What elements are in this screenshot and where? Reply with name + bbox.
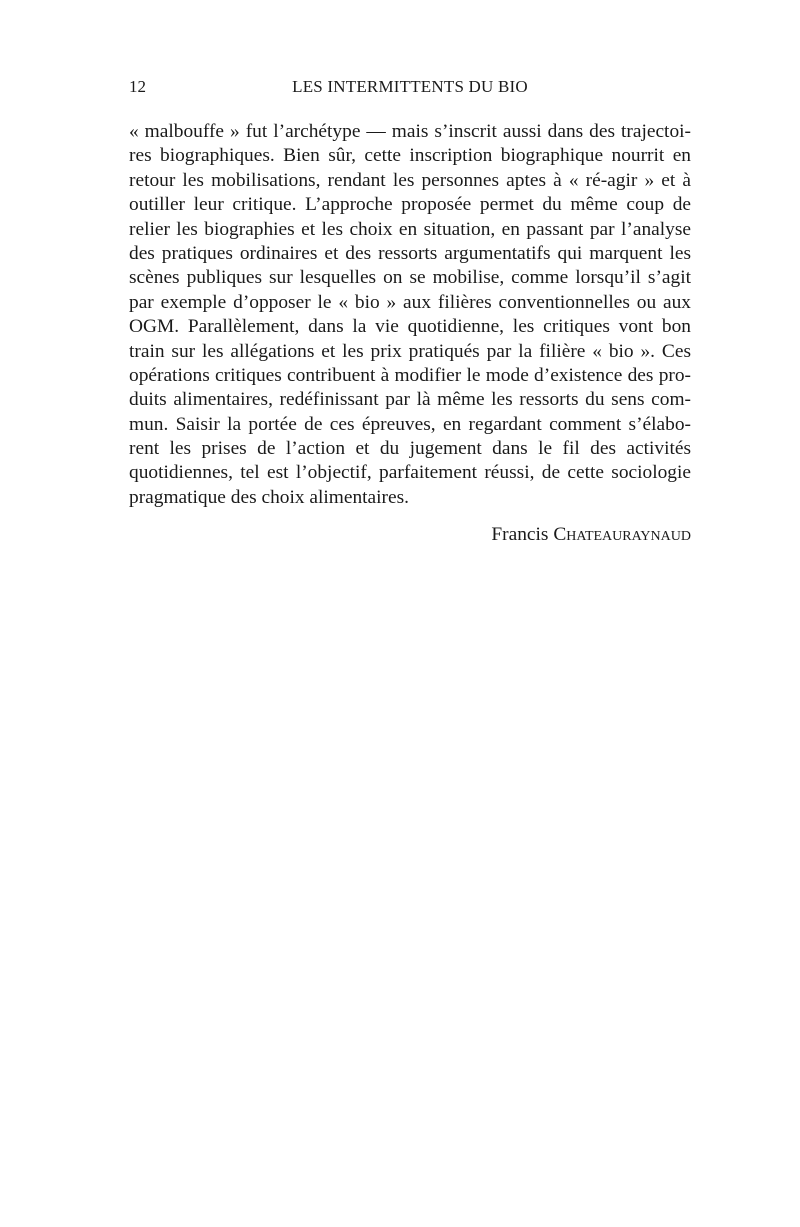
text-line: quotidiennes, tel est l’objectif, parfaitement réussi, de cette sociologie <box>129 462 691 484</box>
text-line: train sur les allégations et les prix pratiqués par la filière « bio ». Ces <box>129 340 691 362</box>
running-title: LES INTERMITTENTS DU BIO <box>292 77 528 96</box>
text-line: « malbouffe » fut l’archétype — mais s’inscrit aussi dans des trajectoi- <box>129 121 691 142</box>
text-line: outiller leur critique. L’approche proposée permet du même coup de <box>129 194 691 216</box>
text-line: relier les biographies et les choix en situation, en passant par l’analyse <box>129 218 691 240</box>
text-line: res biographiques. Bien sûr, cette inscription biographique nourrit en <box>129 145 691 167</box>
text-line: rent les prises de l’action et du jugement dans le fil des activités <box>129 438 691 460</box>
text-line: OGM. Parallèlement, dans la vie quotidienne, les critiques vont bon <box>129 316 691 338</box>
text-line: opérations critiques contribuent à modifier le mode d’existence des pro- <box>129 364 691 386</box>
text-line: par exemple d’opposer le « bio » aux filières conventionnelles ou aux <box>129 291 691 313</box>
text-line: des pratiques ordinaires et des ressorts argumentatifs qui marquent les <box>129 242 691 264</box>
author-signature <box>129 523 691 547</box>
text-line: retour les mobilisations, rendant les personnes aptes à « ré-agir » et à <box>129 169 691 191</box>
text-line: duits alimentaires, redéfinissant par là même les ressorts du sens com- <box>129 389 691 411</box>
page-number: 12 <box>129 77 146 96</box>
text-line-last: pragmatique des choix alimentaires. <box>129 486 409 508</box>
running-head <box>129 76 691 98</box>
signature-first-name: Francis <box>491 524 549 545</box>
text-line: mun. Saisir la portée de ces épreuves, en regardant comment s’élabo- <box>129 413 691 435</box>
text-line: scènes publiques sur lesquelles on se mobilise, comme lorsqu’il s’agit <box>129 267 691 289</box>
body-paragraph <box>129 120 691 510</box>
signature-surname: Chateauraynaud <box>553 524 691 545</box>
